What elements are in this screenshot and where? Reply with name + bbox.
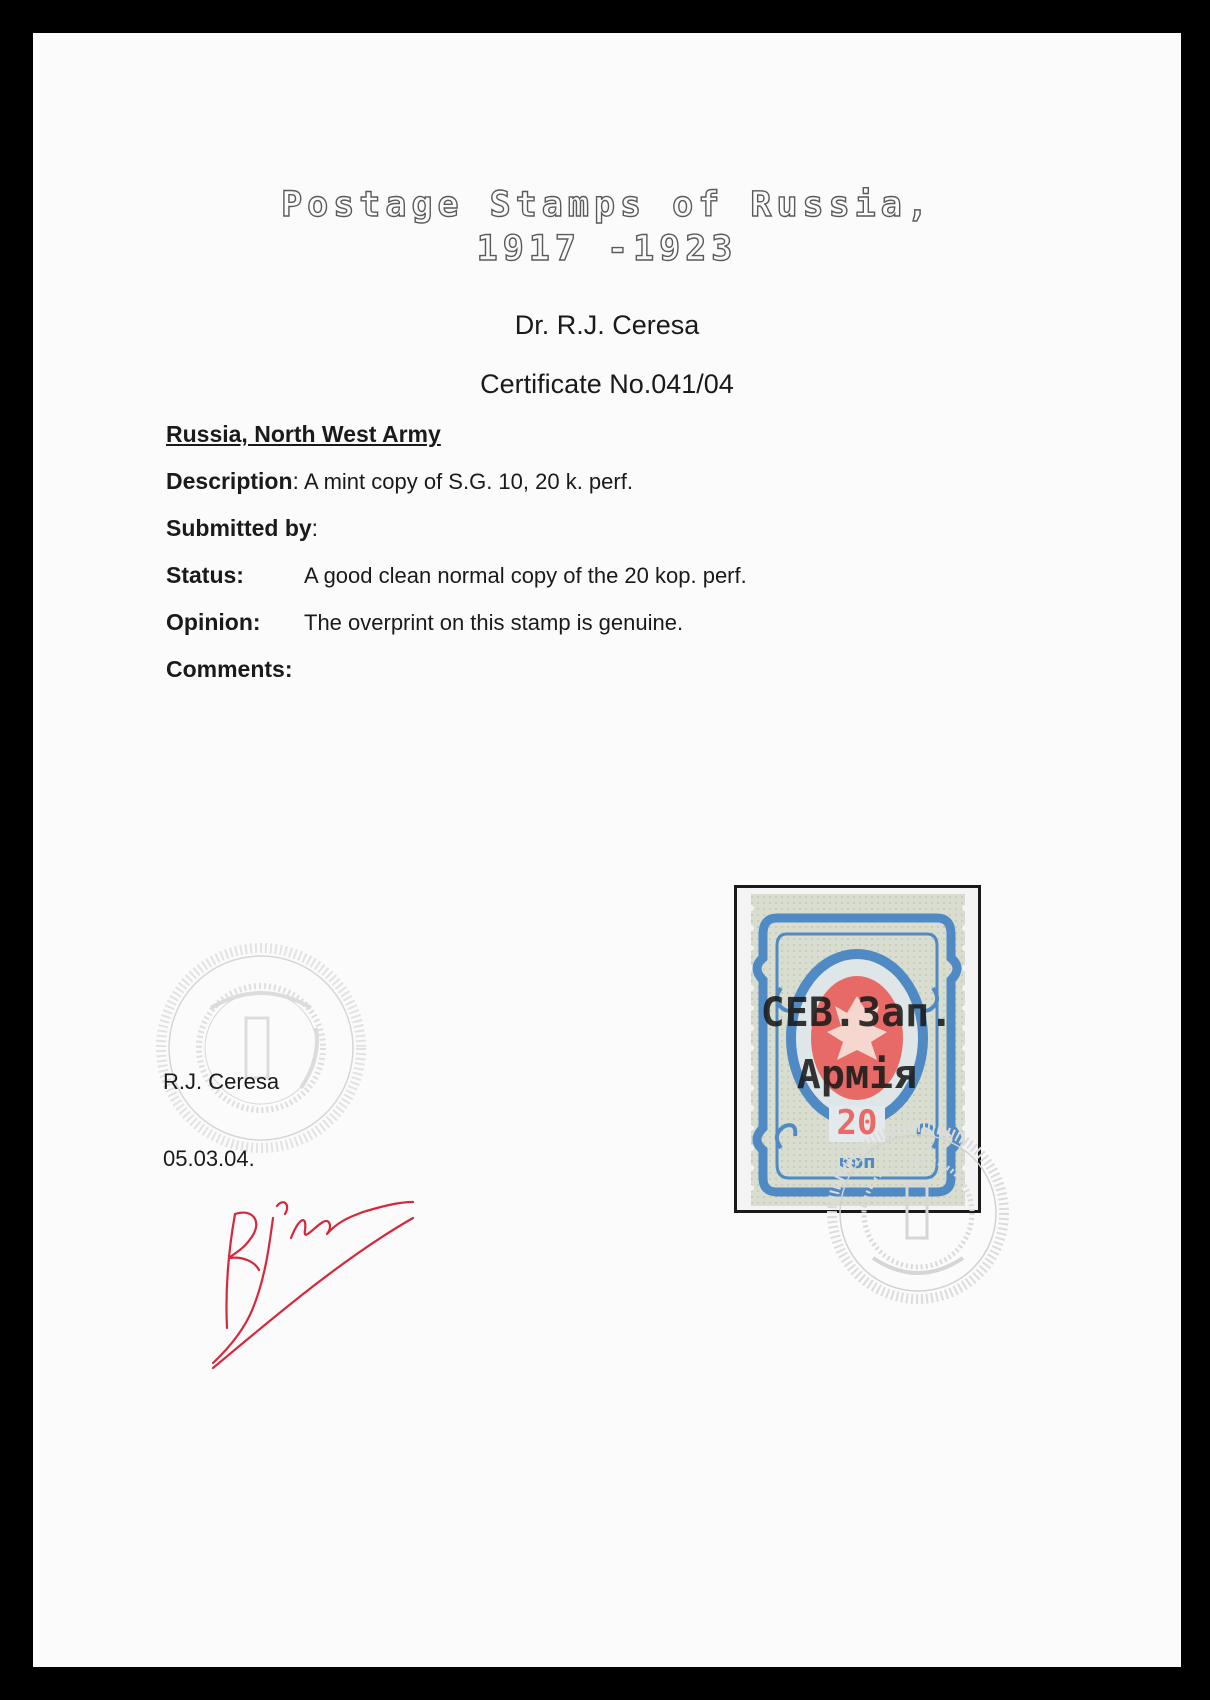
submitted-by-label: Submitted by: — [166, 515, 319, 541]
certificate-heading-line1: Postage Stamps of Russia, — [281, 185, 933, 225]
embossed-seal-right — [823, 1118, 1013, 1308]
description-value: A mint copy of S.G. 10, 20 k. perf. — [304, 469, 633, 494]
stamp-currency: коп — [838, 1152, 876, 1173]
certificate-heading-line2: 1917 -1923 — [476, 229, 738, 269]
status-value: A good clean normal copy of the 20 kop. perf. — [304, 563, 747, 588]
expert-name: Dr. R.J. Ceresa — [514, 310, 700, 340]
stamp-denomination: 20 — [836, 1103, 878, 1143]
opinion-value: The overprint on this stamp is genuine. — [304, 610, 684, 635]
certificate-number: Certificate No.041/04 — [480, 369, 734, 399]
signatory-name: R.J. Ceresa — [163, 1069, 280, 1094]
handwritten-signature — [173, 1178, 453, 1378]
status-label: Status: — [166, 562, 244, 588]
section-title: Russia, North West Army — [166, 421, 441, 447]
certificate-sheet — [33, 33, 1181, 1667]
opinion-label: Opinion: — [166, 609, 261, 635]
comments-label: Comments: — [166, 656, 293, 682]
embossed-seal-left — [151, 938, 371, 1158]
description-label: Description: — [166, 468, 299, 494]
stamp-overprint-line1: СЕВ.Зап. — [760, 990, 954, 1036]
stamp-overprint-line2: Армія — [796, 1052, 918, 1098]
certificate-date: 05.03.04. — [163, 1146, 255, 1171]
